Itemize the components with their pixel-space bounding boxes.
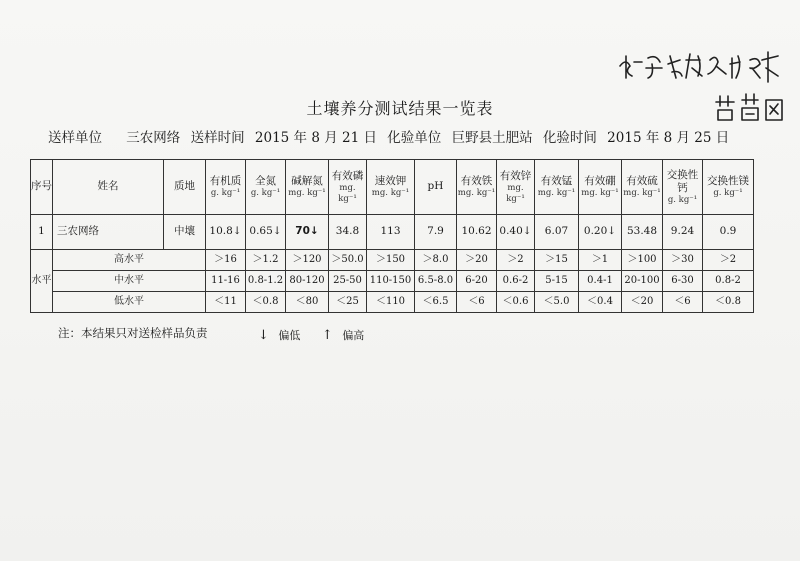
soil-nutrient-table [30, 159, 754, 313]
sample-seq-cell: 1 [31, 215, 53, 250]
level-value-cell: ＞8.0 [415, 250, 457, 271]
arrow-legend [258, 327, 370, 343]
level-value-cell: 80-120 [286, 271, 329, 292]
test-unit-label: 化验单位 [387, 130, 442, 146]
level-value-cell: ＞150 [367, 250, 415, 271]
high-label: 偏高 [342, 329, 365, 342]
down-arrow-icon: ↓ [258, 328, 269, 343]
test-unit-value: 巨野县土肥站 [451, 130, 533, 146]
column-header-unit: g. kg⁻¹ [210, 188, 241, 199]
table-header-row [31, 160, 754, 215]
sample-value-cell: 113 [367, 215, 415, 250]
column-header [164, 160, 206, 215]
level-value-cell: ＞50.0 [329, 250, 367, 271]
sample-value-cell: 6.07 [535, 215, 579, 250]
sample-value-cell: 70↓ [286, 215, 329, 250]
column-header-label: pH [427, 180, 444, 193]
level-value-cell: 110-150 [367, 271, 415, 292]
level-name-cell: 中水平 [53, 271, 206, 292]
document-title: 土壤养分测试结果一览表 [306, 99, 494, 118]
column-header [329, 160, 367, 215]
test-time-value: 2015 年 8 月 25 日 [607, 130, 730, 146]
column-header-label: 有效硫 [626, 175, 658, 188]
level-value-cell: ＜0.8 [703, 292, 754, 313]
level-value-cell: ＞20 [457, 250, 497, 271]
column-header [31, 160, 53, 215]
level-value-cell: ＜6.5 [415, 292, 457, 313]
column-header-label: 质地 [174, 180, 195, 193]
column-header-label: 有效磷 [331, 169, 364, 182]
sample-value-cell: 10.62 [457, 215, 497, 250]
column-header-label: 有效锌 [499, 169, 532, 182]
level-value-cell: 6-20 [457, 271, 497, 292]
column-header [535, 160, 579, 215]
level-value-cell: ＞15 [535, 250, 579, 271]
level-value-cell: 5-15 [535, 271, 579, 292]
level-value-cell: 6.5-8.0 [415, 271, 457, 292]
column-header-unit: mg. kg⁻¹ [338, 182, 357, 204]
level-value-cell: ＜110 [367, 292, 415, 313]
sample-name-cell: 三农网络 [53, 215, 164, 250]
column-header-unit: g. kg⁻¹ [250, 188, 281, 199]
column-header-label: 有效铁 [460, 175, 493, 188]
level-value-cell: ＞2 [703, 250, 754, 271]
column-header-label: 碱解氮 [291, 175, 323, 188]
column-header [457, 160, 497, 215]
test-time-label: 化验时间 [542, 130, 597, 146]
send-unit-label: 送样单位 [48, 130, 102, 146]
send-time-label: 送样时间 [190, 130, 245, 146]
column-header-unit: mg. kg⁻¹ [371, 188, 410, 199]
sample-info-line [48, 126, 788, 146]
column-header-unit: mg. kg⁻¹ [581, 188, 619, 199]
level-value-cell: ＞100 [622, 250, 663, 271]
level-value-cell: ＜6 [457, 292, 497, 313]
column-header [663, 160, 703, 215]
column-header [579, 160, 622, 215]
column-header-unit: g. kg⁻¹ [667, 194, 698, 205]
level-value-cell: 20-100 [622, 271, 663, 292]
table-row-level [31, 250, 754, 271]
level-value-cell: 6-30 [663, 271, 703, 292]
column-header [286, 160, 329, 215]
level-value-cell: 0.4-1 [579, 271, 622, 292]
column-header [415, 160, 457, 215]
level-value-cell: 0.8-1.2 [246, 271, 286, 292]
level-value-cell: ＜80 [286, 292, 329, 313]
column-header-label: 序号 [31, 180, 52, 193]
level-value-cell: 11-16 [206, 271, 246, 292]
level-value-cell: ＜6 [663, 292, 703, 313]
low-label: 偏低 [278, 329, 301, 342]
table-row-level [31, 292, 754, 313]
column-header-unit: mg. kg⁻¹ [457, 188, 496, 199]
level-value-cell: ＞1 [579, 250, 622, 271]
sample-value-cell: 0.65↓ [246, 215, 286, 250]
sample-value-cell: 0.40↓ [497, 215, 535, 250]
table-row-level [31, 271, 754, 292]
level-name-cell: 高水平 [53, 250, 206, 271]
column-header [206, 160, 246, 215]
level-value-cell: ＞16 [206, 250, 246, 271]
column-header-label: 交换性镁 [707, 175, 749, 188]
sample-value-cell: 53.48 [622, 215, 663, 250]
level-name-cell: 低水平 [53, 292, 206, 313]
sample-value-cell: 7.9 [415, 215, 457, 250]
column-header-label: 有机质 [209, 175, 242, 188]
sample-value-cell: 9.24 [663, 215, 703, 250]
column-header-label: 有效硼 [584, 175, 616, 188]
column-header-label: 全氮 [255, 175, 276, 188]
column-header [497, 160, 535, 215]
level-value-cell: 0.6-2 [497, 271, 535, 292]
sample-texture-cell: 中壤 [164, 215, 206, 250]
column-header-unit: g. kg⁻¹ [713, 188, 743, 199]
level-value-cell: ＞30 [663, 250, 703, 271]
column-header-label: 有效锰 [540, 175, 573, 188]
sample-value-cell: 0.20↓ [579, 215, 622, 250]
level-value-cell: ＜0.8 [246, 292, 286, 313]
column-header-unit: mg. kg⁻¹ [537, 188, 576, 199]
level-group-label: 水平 [31, 250, 53, 313]
disclaimer-note: 注：本结果只对送检样品负责 [58, 326, 208, 340]
up-arrow-icon: ↑ [321, 328, 333, 343]
column-header-unit: mg. kg⁻¹ [506, 182, 525, 204]
column-header-unit: mg. kg⁻¹ [623, 188, 661, 199]
column-header-label: 速效钾 [374, 175, 407, 188]
column-header [703, 160, 754, 215]
send-unit-value: 三农网络 [126, 130, 181, 146]
column-header [246, 160, 286, 215]
column-header-label: 交换性钙 [666, 168, 699, 194]
level-value-cell: ＜5.0 [535, 292, 579, 313]
level-value-cell: ＜20 [622, 292, 663, 313]
level-value-cell: ＜0.4 [579, 292, 622, 313]
sample-value-cell: 34.8 [329, 215, 367, 250]
column-header-label: 姓名 [97, 180, 119, 193]
level-value-cell: 0.8-2 [703, 271, 754, 292]
level-value-cell: ＜11 [206, 292, 246, 313]
column-header [622, 160, 663, 215]
level-value-cell: ＜0.6 [497, 292, 535, 313]
column-header [367, 160, 415, 215]
level-value-cell: ＜25 [329, 292, 367, 313]
level-value-cell: ＞2 [497, 250, 535, 271]
column-header [53, 160, 164, 215]
column-header-unit: mg. kg⁻¹ [288, 188, 326, 199]
level-value-cell: ＞1.2 [246, 250, 286, 271]
level-value-cell: 25-50 [329, 271, 367, 292]
level-value-cell: ＞120 [286, 250, 329, 271]
table-row-sample [31, 215, 754, 250]
sample-value-cell: 10.8↓ [206, 215, 246, 250]
sample-value-cell: 0.9 [703, 215, 754, 250]
send-time-value: 2015 年 8 月 21 日 [254, 130, 377, 146]
